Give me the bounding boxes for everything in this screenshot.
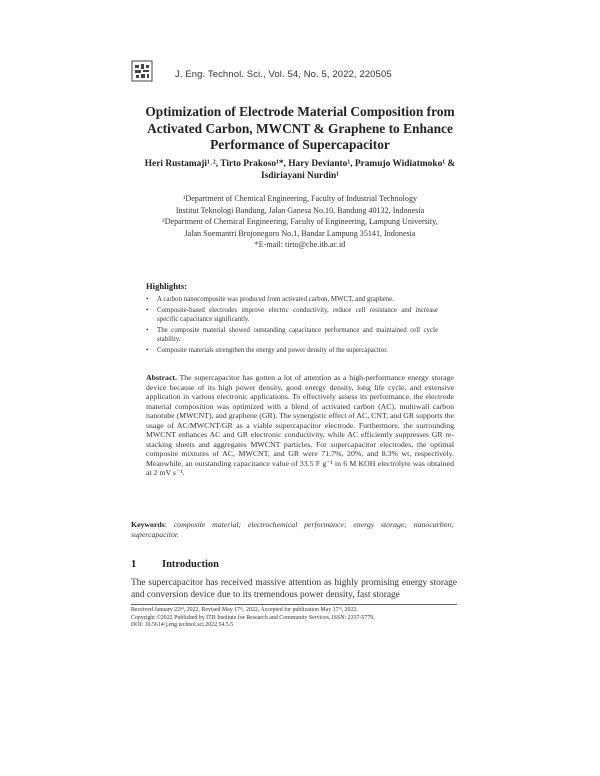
- abstract-text: The supercapacitor has gotten a lot of attention as a high-performance energy storage device because of its high power density, good energy density, long life cycle, and extensive application in various electronic applications. To effectively assess its performance, the electrode material composition was optimized with a blend of activated carbon (AC), multiwall carbon nanotube (MWCNT), and graphene (GR). The synergistic effect of AC, CNT, and GR supports the usage of AC/MWCNT/GR as a viable supercapacitor electrode. Furthermore, the surrounding MWCNT enhances AC and GR electronic conductivity, while AC efficiently suppresses GR re-stacking sheets and aggregates MWCNT particles. For supercapacitor electrodes, the optimal composite mixtures of AC, MWCNT, and GR were 71.7%, 20%, and 8.3% wt, respectively. Meanwhile, an outstanding capacitance value of 33.5 F g⁻¹ in 6 M KOH electrolyte was obtained at 2 mV s⁻¹.: [146, 373, 454, 478]
- section-title: Introduction: [162, 559, 219, 570]
- highlight-item: • Composite materials strengthen the energy and power density of the supercapacitor.: [146, 347, 388, 355]
- author-line: Isdiriayani Nurdin¹: [260, 171, 340, 181]
- footnote-line: DOI: 10.5614/j.eng.technol.sci.2022.54.5.5: [131, 622, 234, 629]
- highlights-heading: Highlights:: [146, 281, 188, 291]
- footnote-divider: [131, 604, 457, 605]
- abstract: [146, 373, 454, 478]
- highlight-item: • A carbon nanocomposite was produced from activated carbon, MWCT, and graphene.: [146, 296, 394, 303]
- highlight-item: • The composite material showed outstanding capacitance performance and maintained cell cycle stability.: [146, 327, 438, 343]
- affiliations: [100, 193, 500, 251]
- highlights-list: [146, 296, 438, 358]
- affiliation-line: ²Department of Chemical Engineering, Faculty of Engineering, Lampung University,: [162, 217, 438, 226]
- bullet-icon: •: [146, 327, 149, 335]
- bullet-icon: •: [146, 296, 149, 303]
- abstract-label: Abstract.: [146, 373, 177, 382]
- contact-email: *E-mail: tirto@che.itb.ac.id: [254, 240, 346, 249]
- title-line: Activated Carbon, MWCNT & Graphene to Enhance: [147, 120, 453, 136]
- section-heading: [131, 559, 219, 570]
- author-line: Heri Rustamaji¹˒², Tirto Prakoso¹*, Hary Devianto¹, Pramujo Widiatmoko¹ &: [144, 159, 456, 169]
- highlight-item: • Composite-based electrodes improve electric conductivity, reduce cell resistance and increase specific capacitance significantly.: [146, 307, 438, 323]
- title-line: Performance of Supercapacitor: [210, 137, 390, 152]
- title-line: Optimization of Electrode Material Composition from: [145, 104, 455, 119]
- intro-paragraph: The supercapacitor has received massive attention as highly promising energy storage and conversion device due to its tremendous power density, fast storage: [131, 578, 457, 601]
- keywords-label: Keywords: [131, 520, 165, 529]
- footnote-line: Copyright ©2022 Published by ITB Institute for Research and Community Services, ISSN: 2337-5779,: [131, 614, 375, 621]
- bullet-icon: •: [146, 347, 149, 355]
- affiliation-line: Institut Teknologi Bandung, Jalan Ganesa No.10, Bandung 40132, Indonesia: [175, 205, 425, 215]
- affiliation-line: Jalan Soemantri Brojonegoro No.1, Bandar Lampung 35141, Indonesia: [184, 228, 416, 238]
- section-number: 1: [131, 559, 137, 570]
- journal-reference: J. Eng. Technol. Sci., Vol. 54, No. 5, 2022, 220505: [175, 69, 392, 80]
- paper-title: [100, 104, 500, 154]
- keywords: Keywords: composite material; electrochemical performance; energy storage; nanocarbon; supercapacitor.: [131, 520, 454, 539]
- bullet-icon: •: [146, 307, 149, 315]
- footnote-line: Received January 22ⁿᵈ, 2022, Revised May 17ᵗʰ, 2022, Accepted for publication May 17ᵗʰ, 2022.: [131, 607, 358, 613]
- journal-logo-icon: [131, 60, 153, 82]
- footnote-block: [131, 607, 461, 630]
- keywords-text: composite material; electrochemical performance; energy storage; nanocarbon; supercapacitor.: [131, 520, 454, 539]
- affiliation-line: ¹Department of Chemical Engineering, Faculty of Industrial Technology: [182, 194, 418, 203]
- author-list: [100, 158, 500, 182]
